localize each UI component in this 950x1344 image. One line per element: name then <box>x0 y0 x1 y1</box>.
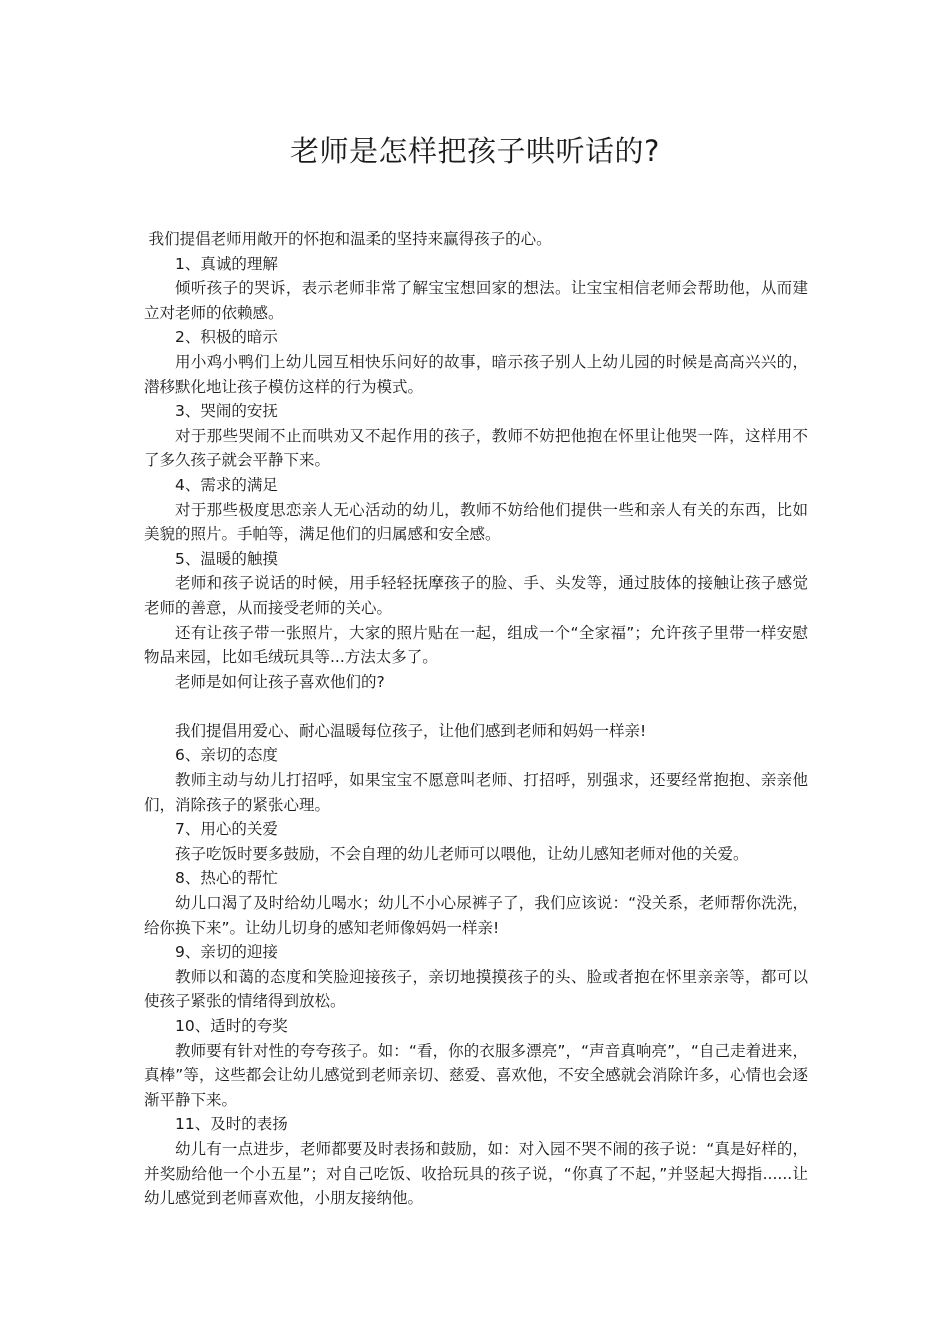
section-heading: 5、温暖的触摸 <box>175 549 278 568</box>
body-paragraph: 还有让孩子带一张照片，大家的照片贴在一起，组成一个“全家福”；允许孩子里带一样安慰物品来园，比如毛绒玩具等...方法太多了。 <box>144 623 808 667</box>
body-paragraph: 对于那些哭闹不止而哄劝又不起作用的孩子，教师不妨把他抱在怀里让他哭一阵，这样用不了多久孩子就会平静下来。 <box>144 426 808 470</box>
body-paragraph: 教师要有针对性的夸夸孩子。如：“看，你的衣服多漂亮”，“声音真响亮”，“自己走着进来，真棒”等，这些都会让幼儿感觉到老师亲切、慈爱、喜欢他，不安全感就会消除许多，心情也会逐渐平静下来。 <box>144 1041 808 1109</box>
blank-line <box>144 694 808 719</box>
section-heading: 3、哭闹的安抚 <box>175 402 278 421</box>
section-heading: 1、真诚的理解 <box>175 254 278 273</box>
body-paragraph: 用小鸡小鸭们上幼儿园互相快乐问好的故事，暗示孩子别人上幼儿园的时候是高高兴兴的，潜移默化地让孩子模仿这样的行为模式。 <box>144 352 808 396</box>
section-heading: 7、用心的关爱 <box>175 820 278 839</box>
document-title: 老师是怎样把孩子哄听话的? <box>290 134 660 168</box>
section-heading: 4、需求的满足 <box>175 475 278 494</box>
body-paragraph: 倾听孩子的哭诉，表示老师非常了解宝宝想回家的想法。让宝宝相信老师会帮助他，从而建立对老师的依赖感。 <box>144 279 808 322</box>
body-paragraph: 孩子吃饭时要多鼓励，不会自理的幼儿老师可以喂他，让幼儿感知老师对他的关爱。 <box>175 844 749 863</box>
body-paragraph: 教师以和蔼的态度和笑脸迎接孩子，亲切地摸摸孩子的头、脸或者抱在怀里亲亲等，都可以使孩子紧张的情绪得到放松。 <box>144 967 808 1011</box>
section-heading: 10、适时的夸奖 <box>175 1017 288 1035</box>
section-heading: 8、热心的帮忙 <box>175 869 278 888</box>
body-paragraph: 幼儿有一点进步，老师都要及时表扬和鼓励，如：对入园不哭不闹的孩子说：“真是好样的，并奖励给他一个小五星”；对自己吃饭、收拾玩具的孩子说，“你真了不起，”并竖起大拇指......让幼儿感觉到老师喜欢他，小朋友接纳他。 <box>144 1139 808 1208</box>
subheading-question: 老师是如何让孩子喜欢他们的? <box>175 672 385 691</box>
body-paragraph: 我们提倡用爱心、耐心温暖每位孩子，让他们感到老师和妈妈一样亲! <box>175 721 647 740</box>
body-paragraph: 老师和孩子说话的时候，用手轻轻抚摩孩子的脸、手、头发等，通过肢体的接触让孩子感觉老师的善意，从而接受老师的关心。 <box>144 574 808 617</box>
body-paragraph: 幼儿口渴了及时给幼儿喝水；幼儿不小心尿裤子了，我们应该说：“没关系，老师帮你洗洗，给你换下来”。让幼儿切身的感知老师像妈妈一样亲! <box>144 894 808 937</box>
body-paragraph: 对于那些极度思恋亲人无心活动的幼儿，教师不妨给他们提供一些和亲人有关的东西，比如美貌的照片。手帕等，满足他们的归属感和安全感。 <box>144 500 808 544</box>
intro-paragraph: 我们提倡老师用敞开的怀抱和温柔的坚持来赢得孩子的心。 <box>148 230 552 248</box>
body-paragraph: 教师主动与幼儿打招呼，如果宝宝不愿意叫老师、打招呼，别强求，还要经常抱抱、亲亲他们，消除孩子的紧张心理。 <box>144 771 808 814</box>
section-heading: 2、积极的暗示 <box>175 328 278 347</box>
document-body <box>144 227 808 1211</box>
section-heading: 9、亲切的迎接 <box>175 943 278 962</box>
section-heading: 11、及时的表扬 <box>175 1115 288 1134</box>
section-heading: 6、亲切的态度 <box>175 746 278 765</box>
